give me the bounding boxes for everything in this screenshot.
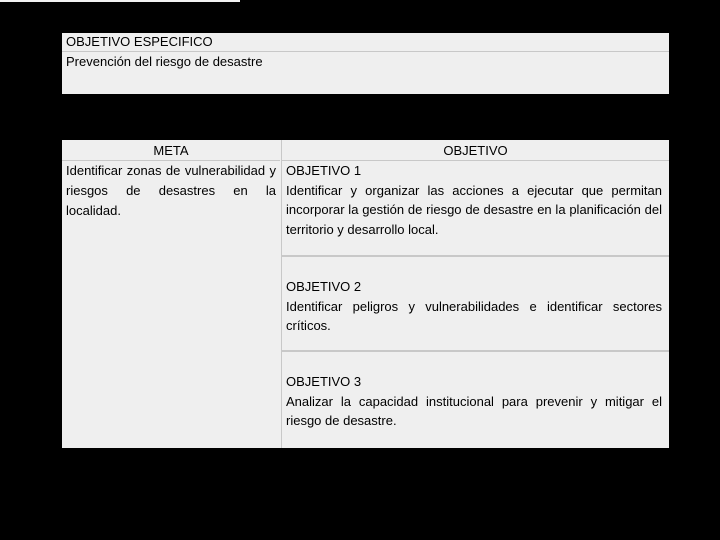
meta-text: Identificar zonas de vulnerabilidad y riesgos de desastres en la localidad.: [66, 163, 276, 218]
objetivo-especifico-label: OBJETIVO ESPECIFICO: [62, 33, 669, 52]
objetivo-1-cell: [286, 161, 662, 239]
row-divider: [282, 255, 669, 257]
objetivo-especifico-value: Prevención del riesgo de desastre: [66, 54, 263, 69]
objetivo-2-title: OBJETIVO 2: [286, 279, 362, 294]
objetivo-especifico-box: [62, 33, 669, 94]
objetivo-header: OBJETIVO: [282, 140, 669, 161]
meta-objetivo-table: [62, 140, 669, 448]
objetivo-3-title: OBJETIVO 3: [286, 374, 362, 389]
objetivo-3-cell: [286, 372, 662, 431]
objetivo-1-title: OBJETIVO 1: [286, 163, 362, 178]
objetivo-1-text: Identificar y organizar las acciones a ejecutar que permitan incorporar la gestión de riesgo de desastre en la planificación del territorio y desarrollo local.: [286, 182, 662, 237]
meta-header: META: [62, 140, 280, 161]
column-divider: [281, 140, 282, 448]
row-divider: [282, 350, 669, 352]
objetivo-3-text: Analizar la capacidad institucional para prevenir y mitigar el riesgo de desastre.: [286, 393, 662, 428]
objetivo-2-cell: [286, 277, 662, 336]
top-rule: [0, 0, 240, 2]
objetivo-2-text: Identificar peligros y vulnerabilidades e identificar sectores críticos.: [286, 298, 662, 333]
